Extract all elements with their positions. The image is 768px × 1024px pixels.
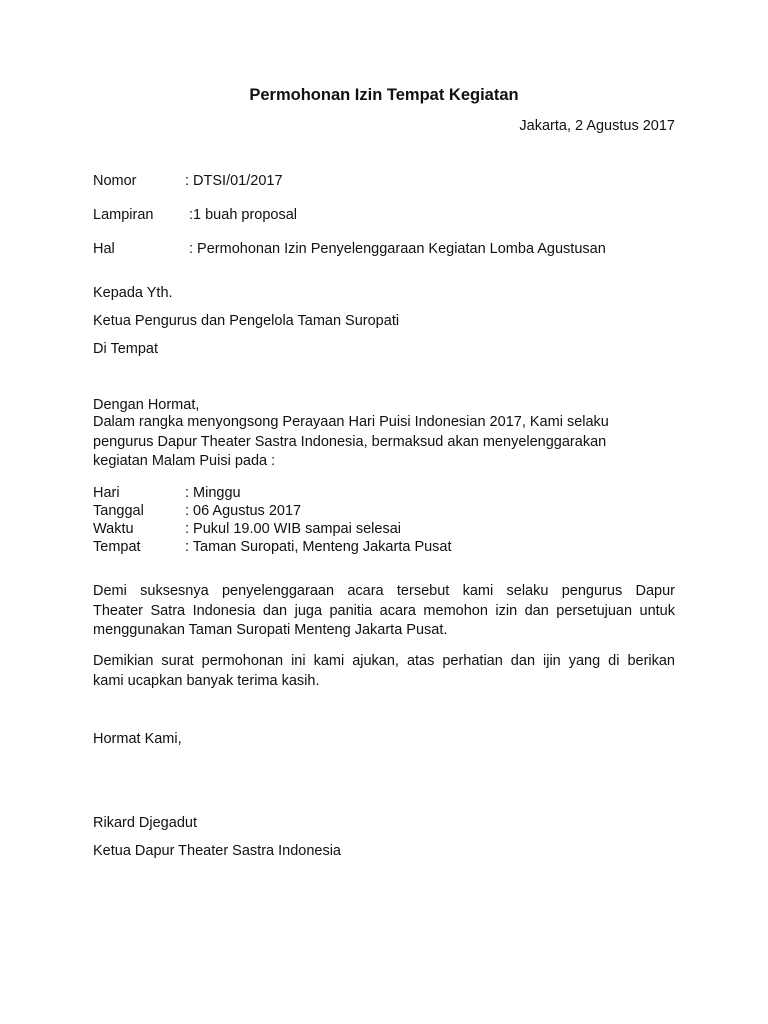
intro-line: kegiatan Malam Puisi pada : xyxy=(93,453,276,469)
letter-title: Permohonan Izin Tempat Kegiatan xyxy=(249,86,519,104)
intro-paragraph xyxy=(93,413,675,472)
field-value-nomor: : DTSI/01/2017 xyxy=(185,173,283,189)
field-value-hal: : Permohonan Izin Penyelenggaraan Kegiatan Lomba Agustusan xyxy=(189,241,606,257)
complimentary-close: Hormat Kami, xyxy=(93,731,182,747)
intro-line: Dalam rangka menyongsong Perayaan Hari Puisi Indonesian 2017, Kami selaku xyxy=(93,414,609,430)
detail-value-hari: : Minggu xyxy=(185,485,241,501)
signatory-title: Ketua Dapur Theater Sastra Indonesia xyxy=(93,843,342,859)
request-line: menggunakan Taman Suropati Menteng Jakarta Pusat. xyxy=(93,622,448,638)
detail-label-hari: Hari xyxy=(93,485,120,501)
field-label-lampiran: Lampiran xyxy=(93,207,154,223)
detail-label-waktu: Waktu xyxy=(93,521,134,537)
request-line: Theater Satra Indonesia dan juga panitia acara memohon izin dan persetujuan untuk xyxy=(93,602,675,619)
closing-line: kami ucapkan banyak terima kasih. xyxy=(93,672,320,689)
recipient-name: Ketua Pengurus dan Pengelola Taman Suropati xyxy=(93,313,400,329)
signatory-name: Rikard Djegadut xyxy=(93,815,197,831)
request-line: Demi suksesnya penyelenggaraan acara tersebut kami selaku pengurus Dapur xyxy=(93,583,675,599)
field-value-lampiran: :1 buah proposal xyxy=(189,207,298,223)
intro-line: pengurus Dapur Theater Sastra Indonesia, bermaksud akan menyelenggarakan xyxy=(93,433,607,450)
field-label-hal: Hal xyxy=(93,241,115,257)
detail-value-tempat: : Taman Suropati, Menteng Jakarta Pusat xyxy=(185,539,452,555)
request-paragraph xyxy=(93,582,675,641)
salutation: Dengan Hormat, xyxy=(93,397,200,413)
field-label-nomor: Nomor xyxy=(93,173,137,189)
closing-line: Demikian surat permohonan ini kami ajukan, atas perhatian dan ijin yang di berikan xyxy=(93,653,675,669)
recipient-greeting: Kepada Yth. xyxy=(93,285,173,301)
closing-paragraph xyxy=(93,652,675,691)
detail-value-tanggal: : 06 Agustus 2017 xyxy=(185,503,302,519)
place-date: Jakarta, 2 Agustus 2017 xyxy=(519,118,675,134)
recipient-location: Di Tempat xyxy=(93,341,159,357)
detail-label-tanggal: Tanggal xyxy=(93,503,144,519)
detail-value-waktu: : Pukul 19.00 WIB sampai selesai xyxy=(185,521,401,537)
detail-label-tempat: Tempat xyxy=(93,539,141,555)
